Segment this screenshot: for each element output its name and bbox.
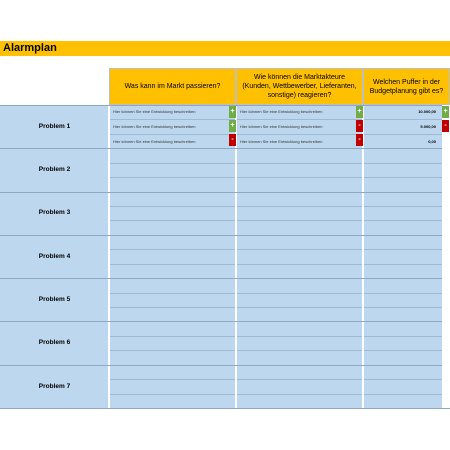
- sub-row-divider: [110, 206, 235, 207]
- sub-row-divider: [237, 177, 362, 178]
- block-divider: [0, 105, 442, 106]
- sub-row-divider: [364, 249, 442, 250]
- sub-row-divider: [237, 264, 362, 265]
- spacer-row: [0, 56, 450, 68]
- right-margin: [442, 105, 450, 408]
- sub-row-divider: [110, 394, 235, 395]
- sub-row-divider: [237, 307, 362, 308]
- sub-row-divider: [364, 220, 442, 221]
- sub-row-divider: [110, 264, 235, 265]
- block-divider: [0, 148, 442, 149]
- header-market-reactions: Wie können die Marktakteure (Kunden, Wettbewerber, Lieferanten, sonstige) reagieren?: [236, 68, 363, 105]
- header-market-events: Was kann im Markt passieren?: [109, 68, 236, 105]
- sub-row-divider: [237, 249, 362, 250]
- header-budget-buffer: Welchen Puffer in der Budgetplanung gibt es?: [363, 68, 450, 105]
- sub-row-divider: [237, 119, 362, 120]
- block-divider: [0, 278, 442, 279]
- plus-icon[interactable]: +: [442, 106, 449, 118]
- sub-row-divider: [110, 350, 235, 351]
- sub-row-divider: [364, 177, 442, 178]
- header-blank: [0, 68, 109, 105]
- sub-row-divider: [237, 394, 362, 395]
- sub-row-divider: [364, 206, 442, 207]
- buffer-value[interactable]: 0,00: [428, 139, 436, 144]
- market-reaction-cell[interactable]: Hier können Sie eine Entwicklung beschreiben: [240, 139, 323, 144]
- sub-row-divider: [110, 177, 235, 178]
- problem-label: Problem 2: [38, 166, 71, 173]
- sub-row-divider: [110, 134, 235, 135]
- sub-row-divider: [110, 379, 235, 380]
- minus-icon[interactable]: -: [442, 120, 449, 132]
- sub-row-divider: [364, 350, 442, 351]
- market-reaction-cell[interactable]: Hier können Sie eine Entwicklung beschreiben: [240, 109, 323, 114]
- sub-row-divider: [237, 220, 362, 221]
- block-divider: [0, 192, 442, 193]
- plus-icon[interactable]: +: [229, 120, 236, 132]
- sub-row-divider: [110, 336, 235, 337]
- sub-row-divider: [110, 119, 235, 120]
- sub-row-divider: [364, 134, 442, 135]
- block-divider: [0, 321, 442, 322]
- sub-row-divider: [364, 293, 442, 294]
- sub-row-divider: [364, 163, 442, 164]
- sub-row-divider: [110, 293, 235, 294]
- sheet-title: Alarmplan: [3, 42, 57, 54]
- problem-label: Problem 4: [38, 253, 71, 260]
- market-reaction-cell[interactable]: Hier können Sie eine Entwicklung beschreiben: [240, 124, 323, 129]
- sub-row-divider: [364, 264, 442, 265]
- sub-row-divider: [237, 293, 362, 294]
- sub-row-divider: [364, 336, 442, 337]
- problem-label: Problem 5: [38, 296, 71, 303]
- sub-row-divider: [110, 220, 235, 221]
- table-bottom-border: [0, 408, 450, 409]
- market-event-cell[interactable]: Hier können Sie eine Entwicklung beschreiben: [113, 139, 196, 144]
- block-divider: [0, 235, 442, 236]
- sub-row-divider: [237, 350, 362, 351]
- market-event-cell[interactable]: Hier können Sie eine Entwicklung beschreiben: [113, 109, 196, 114]
- sub-row-divider: [237, 206, 362, 207]
- sub-row-divider: [237, 134, 362, 135]
- sub-row-divider: [364, 119, 442, 120]
- sub-row-divider: [110, 249, 235, 250]
- column-separator: [235, 105, 237, 408]
- title-bar: [0, 41, 450, 57]
- sub-row-divider: [364, 394, 442, 395]
- plus-icon[interactable]: +: [229, 106, 236, 118]
- sub-row-divider: [110, 307, 235, 308]
- minus-icon[interactable]: -: [229, 134, 236, 146]
- sub-row-divider: [237, 163, 362, 164]
- sub-row-divider: [237, 336, 362, 337]
- sub-row-divider: [237, 379, 362, 380]
- problem-label: Problem 1: [38, 123, 71, 130]
- problem-label: Problem 6: [38, 339, 71, 346]
- problem-label: Problem 7: [38, 383, 71, 390]
- sub-row-divider: [364, 307, 442, 308]
- plus-icon[interactable]: +: [356, 106, 363, 118]
- market-event-cell[interactable]: Hier können Sie eine Entwicklung beschreiben: [113, 124, 196, 129]
- sub-row-divider: [364, 379, 442, 380]
- problem-label: Problem 3: [38, 209, 71, 216]
- buffer-value[interactable]: 10.000,00: [418, 109, 436, 114]
- column-separator: [362, 105, 364, 408]
- minus-icon[interactable]: -: [356, 134, 363, 146]
- minus-icon[interactable]: -: [356, 120, 363, 132]
- buffer-value[interactable]: 5.000,00: [420, 124, 436, 129]
- sub-row-divider: [110, 163, 235, 164]
- block-divider: [0, 365, 442, 366]
